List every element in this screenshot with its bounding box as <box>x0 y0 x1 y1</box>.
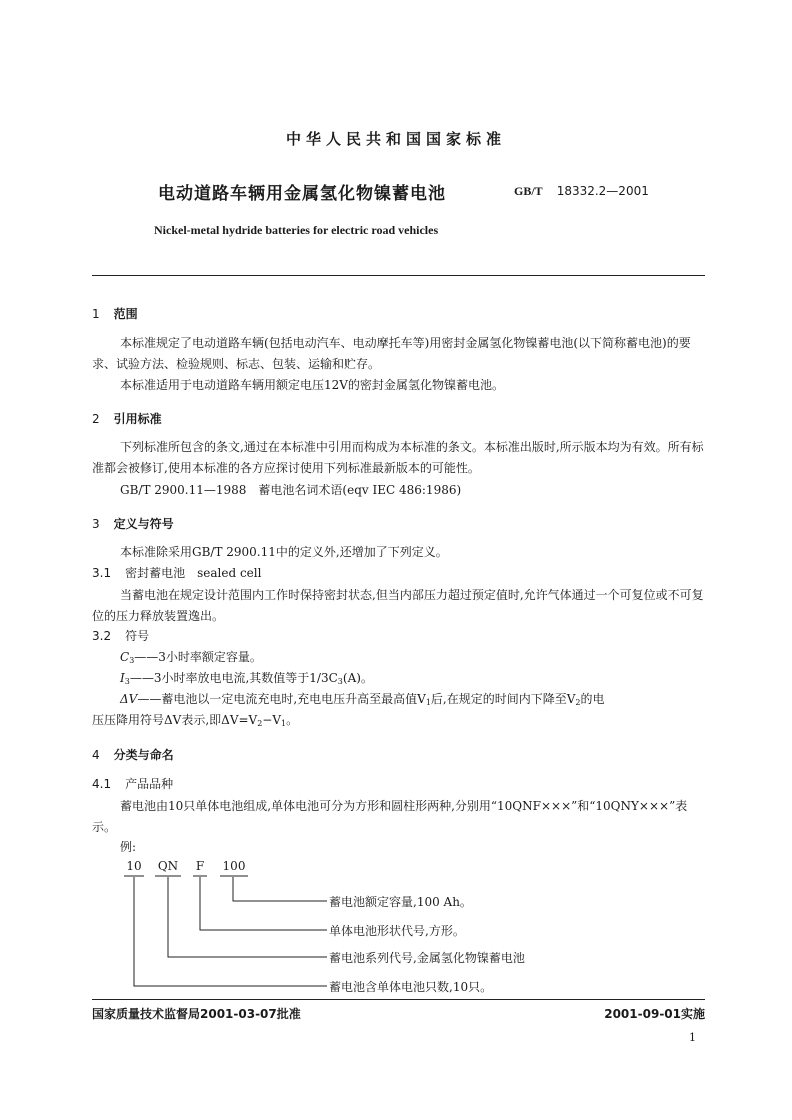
section-3-paragraph-1: 本标准除采用GB/T 2900.11中的定义外,还增加了下列定义。 <box>120 545 448 559</box>
document-title-cn: 电动道路车辆用金属氢化物镍蓄电池 <box>158 184 446 204</box>
example-part-capacity: 100 <box>222 859 246 873</box>
example-label: 例: <box>120 840 137 854</box>
example-part-shape-code: F <box>195 859 205 873</box>
section-4-1-heading: 4.1 产品品种 <box>92 777 174 791</box>
section-2-paragraph-1: 下列标准所包含的条文,通过在本标准中引用而构成为本标准的条文。本标准出版时,所示版本均为有效。所有标准都会被修订,使用本标准的各方应探讨使用下列标准最新版本的可能性。 <box>92 440 704 475</box>
annotation-cell-count: 蓄电池含单体电池只数,10只。 <box>329 980 493 994</box>
section-4-1-paragraph: 蓄电池由10只单体电池组成,单体电池可分为方形和圆柱形两种,分别用“10QNF×××”和“10QNY×××”表示。 <box>92 799 688 834</box>
section-1-paragraph-2: 本标准适用于电动道路车辆用额定电压12V的密封金属氢化物镍蓄电池。 <box>120 378 504 392</box>
annotation-series: 蓄电池系列代号,金属氢化物镍蓄电池 <box>329 951 525 965</box>
page-number: 1 <box>689 1031 696 1044</box>
section-3-1-heading: 3.1 密封蓄电池 sealed cell <box>92 566 262 580</box>
footer-divider <box>92 999 705 1000</box>
national-standard-heading: 中华人民共和国国家标准 <box>285 130 506 148</box>
annotation-shape: 单体电池形状代号,方形。 <box>329 924 465 938</box>
standard-prefix: GB/T <box>514 184 543 198</box>
section-1-heading: 1 范围 <box>92 307 138 321</box>
document-title-en: Nickel-metal hydride batteries for electric road vehicles <box>154 223 439 237</box>
section-2-heading: 2 引用标准 <box>92 412 162 426</box>
section-3-1-paragraph: 当蓄电池在规定设计范围内工作时保持密封状态,但当内部压力超过预定值时,允许气体通过一个可复位或不可复位的压力释放装置逸出。 <box>92 588 704 623</box>
section-4-heading: 4 分类与命名 <box>92 748 174 762</box>
implementation-date: 2001-09-01实施 <box>604 1007 705 1021</box>
leader-series <box>168 877 327 957</box>
section-3-2-heading: 3.2 符号 <box>92 629 150 643</box>
section-3-heading: 3 定义与符号 <box>92 517 174 531</box>
leader-shape <box>200 877 327 930</box>
symbol-c3-definition: $C_3——3$小时率额定容量。 <box>120 650 262 665</box>
leader-capacity <box>233 877 327 901</box>
example-part-cell-count: 10 <box>126 859 142 873</box>
section-1-paragraph-1: 本标准规定了电动道路车辆(包括电动汽车、电动摩托车等)用密封金属氢化物镍蓄电池(以下简称蓄电池)的要求、试验方法、检验规则、标志、包装、运输和贮存。 <box>92 336 691 371</box>
symbol-i3-definition: $I_3——3$小时率放电电流,其数值等于$1/3C_3(A)$。 <box>120 671 373 686</box>
section-2-reference: GB/T 2900.11—1988 蓄电池名词术语(eqv IEC 486:1986) <box>120 483 462 497</box>
standard-code: 18332.2—2001 <box>556 184 649 198</box>
annotation-capacity: 蓄电池额定容量,100 Ah。 <box>329 895 472 909</box>
approval-line: 国家质量技术监督局2001-03-07批准 <box>92 1007 301 1021</box>
leader-cell-count <box>134 877 327 986</box>
example-part-series-code: QN <box>157 859 179 873</box>
symbol-dv-definition-cont: 压压降用符号ΔV表示,即$\Delta V=V_2-V_1$。 <box>92 713 299 728</box>
symbol-dv-definition: ΔV——蓄电池以一定电流充电时,充电电压升高至最高值$V_1$后,在规定的时间内下降至$V_2$的电 <box>120 692 605 707</box>
